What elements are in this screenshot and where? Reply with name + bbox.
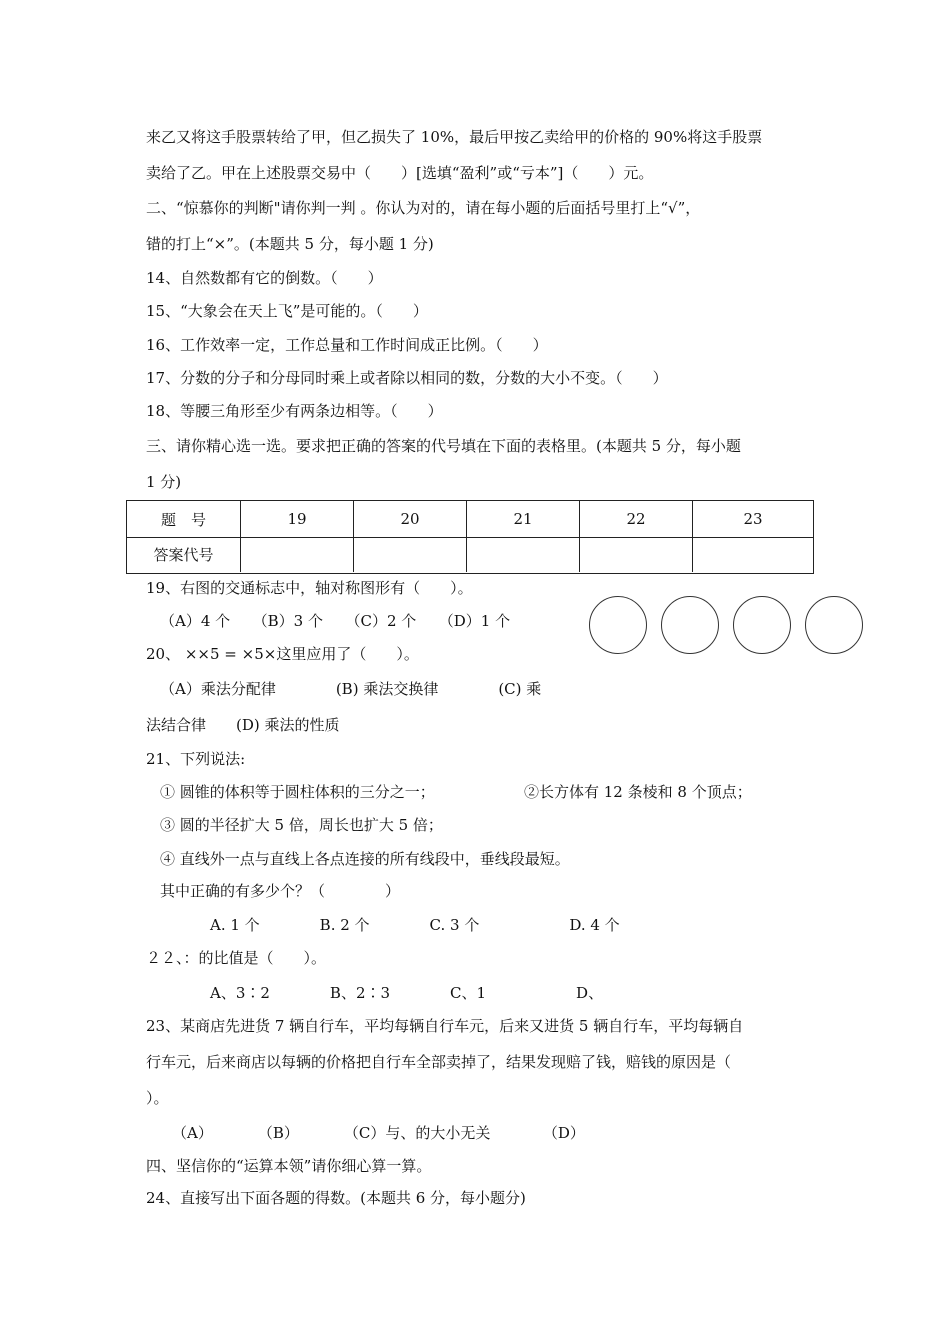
traffic-sign-circle bbox=[805, 596, 863, 654]
section-3-heading: 三、请你精心选一选。要求把正确的答案的代号填在下面的表格里。(本题共 5 分，每小题 bbox=[146, 437, 741, 455]
answer-table-number: 21 bbox=[467, 501, 580, 537]
answer-table-number: 22 bbox=[580, 501, 693, 537]
answer-cell-23[interactable] bbox=[693, 537, 813, 572]
question-21-options: A. 1 个 B. 2 个 C. 3 个 D. 4 个 bbox=[210, 916, 620, 934]
question-14: 14、自然数都有它的倒数。（ ） bbox=[146, 269, 383, 287]
question-23-cont: 行车元，后来商店以每辆的价格把自行车全部卖掉了，结果发现赔了钱，赔钱的原因是（ bbox=[146, 1053, 732, 1071]
answer-table-number: 19 bbox=[241, 501, 354, 537]
question-24: 24、直接写出下面各题的得数。(本题共 6 分，每小题分) bbox=[146, 1189, 526, 1207]
traffic-sign-circle bbox=[661, 596, 719, 654]
section-2-heading: 二、“惊慕你的判断"请你判一判 。你认为对的，请在每小题的后面括号里打上“√”， bbox=[146, 199, 701, 217]
question-16: 16、工作效率一定，工作总量和工作时间成正比例。（ ） bbox=[146, 336, 548, 354]
question-21-statement-1: ① 圆锥的体积等于圆柱体积的三分之一； bbox=[160, 783, 435, 801]
question-20: 20、 ××5 = ×5×这里应用了（ ）。 bbox=[146, 645, 419, 663]
question-21-statement-4: ④ 直线外一点与直线上各点连接的所有线段中，垂线段最短。 bbox=[160, 850, 570, 868]
intro-line-2: 卖给了乙。甲在上述股票交易中（ ）[选填“盈利”或“亏本”]（ ）元。 bbox=[146, 164, 654, 182]
question-20-options: （A）乘法分配律 (B) 乘法交换律 (C) 乘 bbox=[160, 680, 542, 698]
answer-table-number: 23 bbox=[743, 510, 763, 528]
traffic-sign-circle bbox=[733, 596, 791, 654]
answer-table-answer-row bbox=[127, 537, 813, 572]
answer-table-answer-label: 答案代号 bbox=[127, 537, 241, 572]
answer-table-header-row bbox=[127, 501, 813, 538]
question-23-end: ）。 bbox=[146, 1089, 169, 1107]
section-2-heading-cont: 错的打上“×”。(本题共 5 分，每小题 1 分) bbox=[146, 235, 434, 253]
question-19-options: （A）4 个 （B）3 个 （C）2 个 （D）1 个 bbox=[160, 612, 511, 630]
traffic-sign-circle bbox=[589, 596, 647, 654]
answer-cell-19[interactable] bbox=[241, 537, 354, 572]
question-15: 15、“大象会在天上飞”是可能的。（ ） bbox=[146, 302, 428, 320]
section-4-heading: 四、坚信你的“运算本领”请你细心算一算。 bbox=[146, 1157, 432, 1175]
question-21: 21、下列说法: bbox=[146, 750, 246, 768]
answer-table bbox=[126, 500, 814, 574]
answer-cell-22[interactable] bbox=[580, 537, 693, 572]
question-23-options: （A） （B） （C）与、的大小无关 （D） bbox=[172, 1124, 585, 1142]
question-21-statement-2: ②长方体有 12 条棱和 8 个顶点； bbox=[524, 783, 752, 801]
question-19: 19、右图的交通标志中，轴对称图形有（ ）。 bbox=[146, 579, 473, 597]
question-21-ask: 其中正确的有多少个？（ ） bbox=[160, 882, 401, 900]
answer-table-header-label: 题 号 bbox=[127, 501, 241, 537]
question-23: 23、某商店先进货 7 辆自行车，平均每辆自行车元，后来又进货 5 辆自行车，平均每辆自 bbox=[146, 1017, 744, 1035]
question-22: ２２、：的比值是（ ）。 bbox=[146, 949, 327, 967]
question-20-options-cont: 法结合律 (D) 乘法的性质 bbox=[146, 716, 340, 734]
question-18: 18、等腰三角形至少有两条边相等。（ ） bbox=[146, 402, 443, 420]
question-22-options: A、3∶2 B、2∶3 C、1 D、 bbox=[210, 984, 604, 1002]
section-3-heading-cont: 1 分) bbox=[146, 473, 182, 491]
answer-cell-20[interactable] bbox=[354, 537, 467, 572]
answer-cell-21[interactable] bbox=[467, 537, 580, 572]
answer-table-number: 20 bbox=[354, 501, 467, 537]
intro-line-1: 来乙又将这手股票转给了甲，但乙损失了 10%，最后甲按乙卖给甲的价格的 90%将这手股票 bbox=[146, 128, 763, 146]
question-21-statement-3: ③ 圆的半径扩大 5 倍，周长也扩大 5 倍； bbox=[160, 816, 443, 834]
question-17: 17、分数的分子和分母同时乘上或者除以相同的数，分数的大小不变。（ ） bbox=[146, 369, 668, 387]
